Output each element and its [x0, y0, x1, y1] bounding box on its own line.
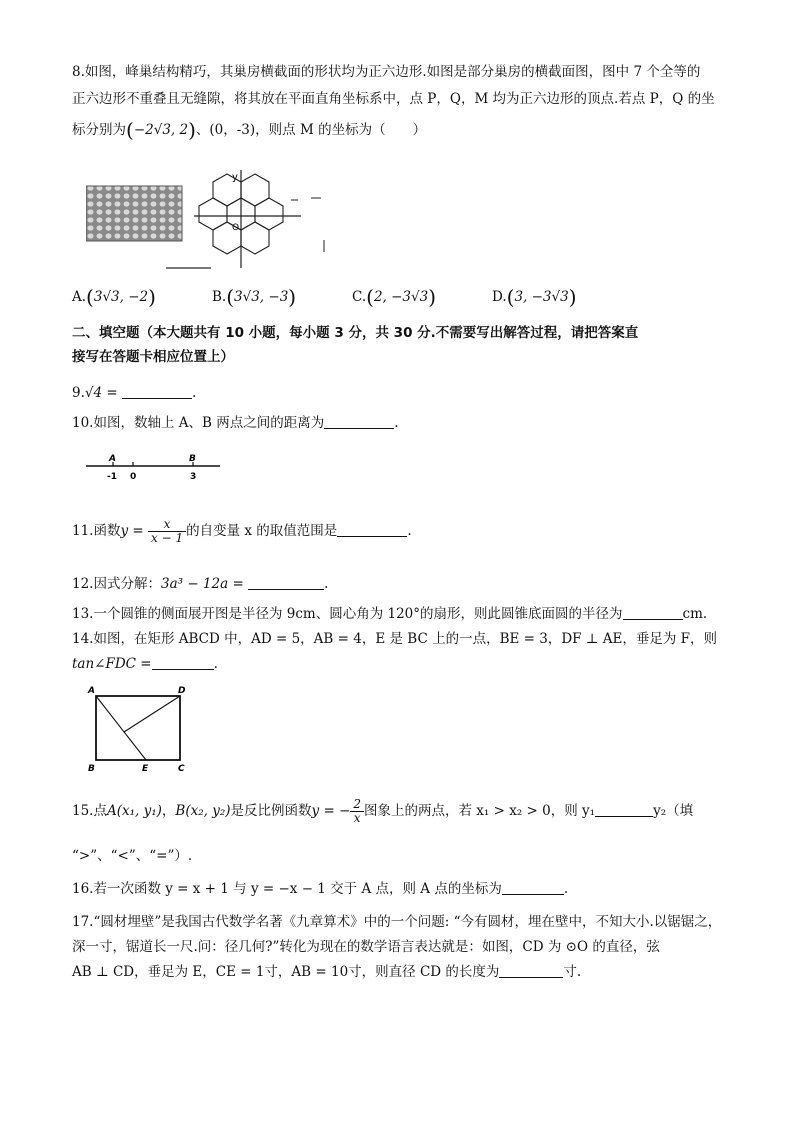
q8-line1: 8.如图，峰巢结构精巧，其巢房横截面的形状均为正六边形.如图是部分巢房的横截面图，图中 7 个全等的 [72, 64, 701, 80]
segment-df [124, 696, 180, 732]
point-e: E [142, 764, 149, 774]
q13: 13.一个圆锥的侧面展开图是半径为 9cm、圆心角为 120°的扇形，则此圆锥底面圆的半径为 cm. [72, 606, 708, 622]
point-a-label: A [109, 454, 116, 464]
q15-line2: “>”、“<”、“=”）. [72, 848, 193, 864]
vertex-b: B [88, 764, 95, 774]
q14-line1: 14.如图，在矩形 ABCD 中，AD = 5，AB = 4，E 是 BC 上的一点，BE = 3，DF ⊥ AE，垂足为 F，则 [72, 631, 718, 647]
q16-answer-blank[interactable] [502, 880, 564, 895]
q14-line2: tan∠FDC = . [72, 656, 218, 672]
tick-minus1: -1 [107, 472, 117, 482]
origin-label: O [232, 223, 240, 233]
segment-ae [96, 696, 146, 760]
q11-answer-blank[interactable] [337, 522, 407, 537]
q17-line2: 深一寸，锯道长一尺.问：径几何?”转化为现在的数学语言表达就是：如图，CD 为 ⊙O 的直径，弦 [72, 939, 660, 955]
q8-option-a[interactable]: A.(3√3, −2) [72, 285, 156, 309]
tick-3: 3 [190, 472, 197, 482]
q11: 11.函数y = $\frac{x}{x - 1}$ 的自变量 x 的取值范围是 . [72, 517, 412, 545]
q8-figure-svg [86, 168, 331, 276]
vertex-d: D [178, 686, 186, 696]
q11-fraction: $\frac{x}{x - 1}$ [148, 518, 186, 545]
section2-heading-line1: 二、填空题（本大题共有 10 小题，每小题 3 分，共 30 分.不需要写出解答过程，请把答案直 [72, 325, 639, 341]
q13-answer-blank[interactable] [623, 605, 683, 620]
honeycomb-photo [86, 186, 182, 241]
q12: 12.因式分解：3a³ − 12a = . [72, 576, 329, 592]
q8-line2: 正六边形不重叠且无缝隙，将其放在平面直角坐标系中，点 P，Q，M 均为正六边形的顶点.若点 P，Q 的坐 [72, 91, 715, 107]
q8-line3-prefix: 标分别为 [72, 122, 126, 138]
q9-answer-blank[interactable] [122, 384, 192, 399]
q8-figure [86, 168, 331, 276]
q17-answer-blank[interactable] [499, 963, 563, 978]
q8-option-d[interactable]: D.(3, −3√3) [492, 285, 577, 309]
q9: 9.√4 = . [72, 385, 197, 401]
q14-answer-blank[interactable] [152, 655, 214, 670]
q15-line1: 15.点A(x₁, y₁)，B(x₂, y₂)是反比例函数y = − $\frac{2}{x}$ 图象上的两点，若 x₁ > x₂ > 0，则 y₁ y₂（填 [72, 797, 694, 825]
q12-answer-blank[interactable] [248, 575, 324, 590]
q8-option-b[interactable]: B.(3√3, −3) [212, 285, 297, 309]
q17-line3: AB ⊥ CD，垂足为 E，CE = 1寸，AB = 10寸，则直径 CD 的长度为 寸. [72, 964, 582, 980]
vertex-c: C [178, 764, 185, 774]
tick-0: 0 [130, 472, 137, 482]
q10-number-line [86, 452, 226, 486]
q10: 10.如图，数轴上 A、B 两点之间的距离为 . [72, 415, 399, 431]
q14-rectangle-figure [86, 684, 196, 774]
q10-answer-blank[interactable] [324, 414, 394, 429]
q15-answer-blank[interactable] [595, 802, 653, 817]
vertex-a: A [88, 686, 95, 696]
q8-line3: 标分别为(−2√3, 2)、(0，-3)，则点 M 的坐标为（ ） [72, 118, 427, 142]
section2-heading-line2: 接写在答题卡相应位置上） [72, 349, 234, 365]
q15-fraction: $\frac{2}{x}$ [350, 798, 364, 825]
q8-line3-suffix: 、(0，-3)，则点 M 的坐标为（ ） [195, 122, 427, 138]
q16: 16.若一次函数 y = x + 1 与 y = −x − 1 交于 A 点，则 A 点的坐标为 . [72, 881, 569, 897]
point-b-label: B [189, 454, 196, 464]
q8-option-c[interactable]: C.(2, −3√3) [352, 285, 437, 309]
q17-line1: 17.“圆材埋壁”是我国古代数学名著《九章算术》中的一个问题: “今有圆材，埋在壁中，不知大小.以锯锯之， [72, 914, 722, 930]
q8-p-coord: −2√3, 2 [133, 122, 189, 138]
y-axis-label: y [232, 172, 238, 183]
